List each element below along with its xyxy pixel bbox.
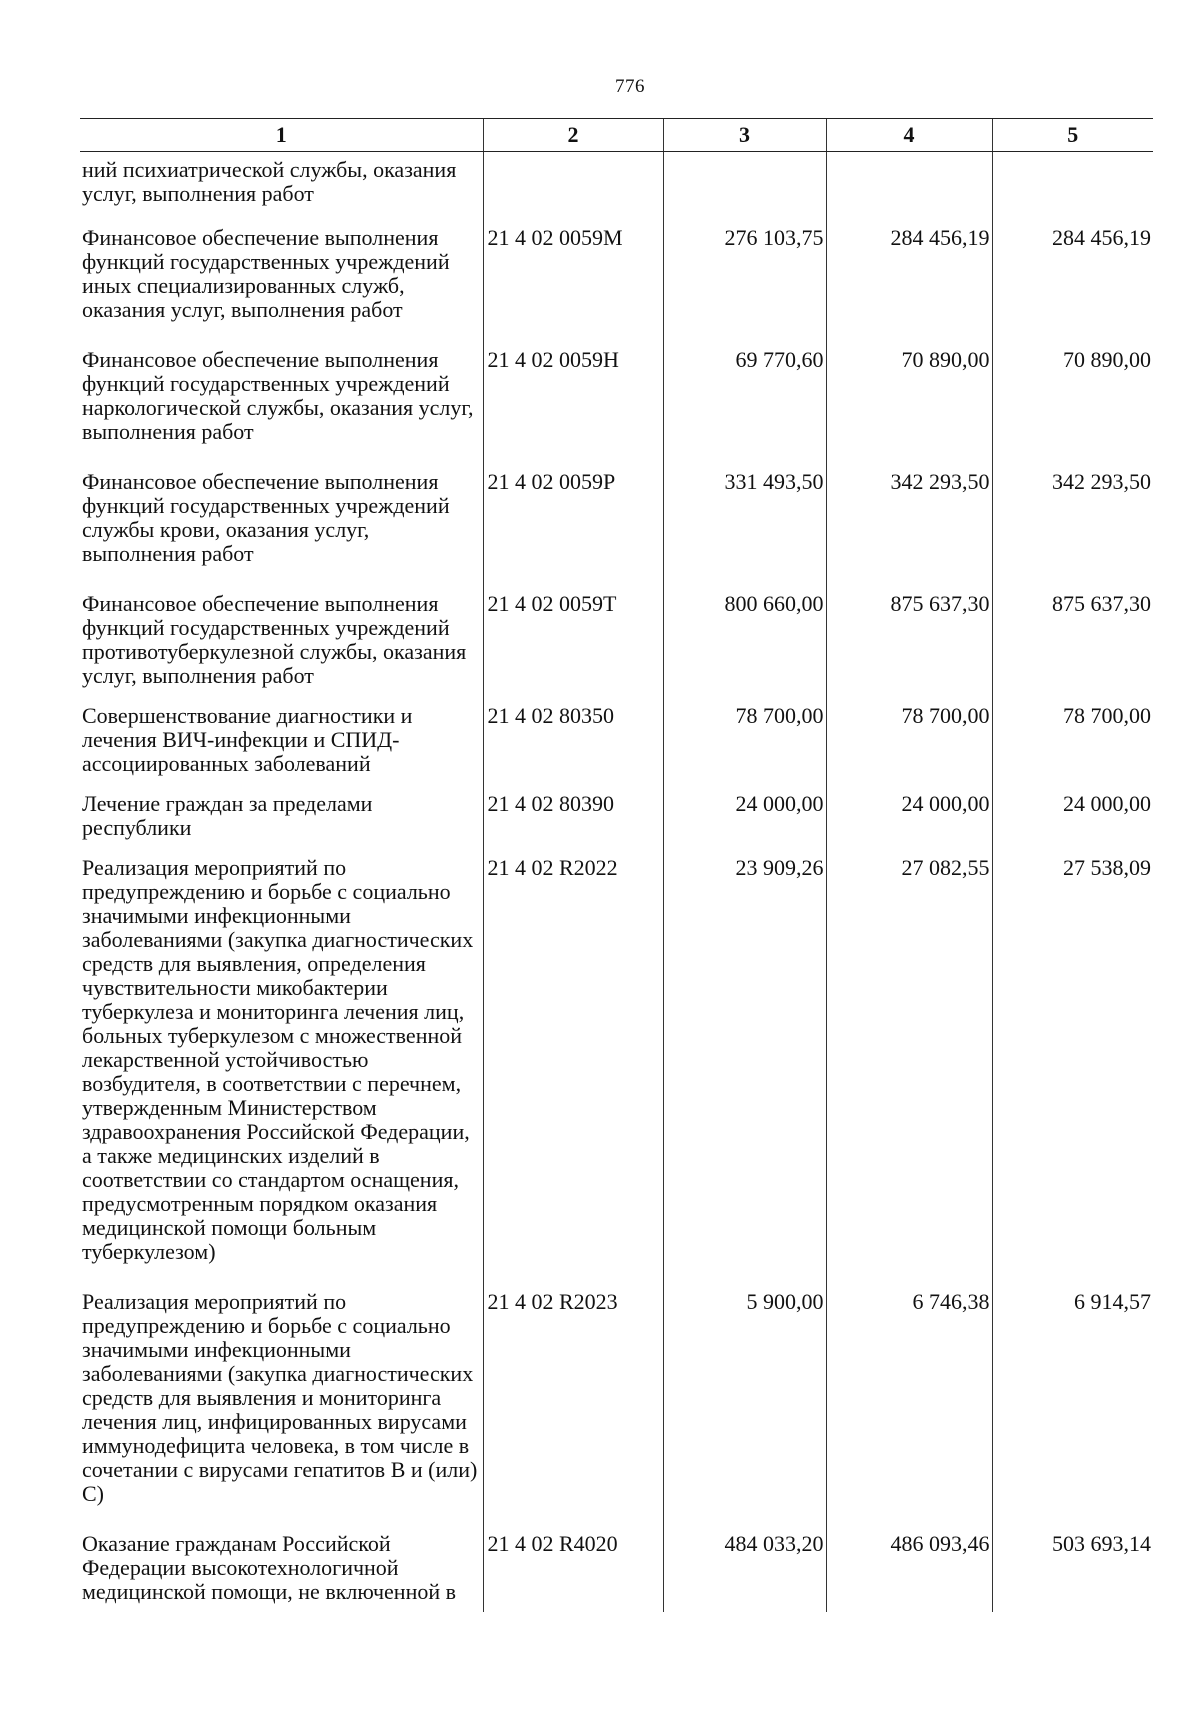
header-row bbox=[80, 119, 1153, 152]
column-header: 3 bbox=[663, 119, 826, 152]
row-code: 21 4 02 R2023 bbox=[483, 1280, 663, 1522]
table-row bbox=[80, 582, 1153, 696]
row-value-4: 342 293,50 bbox=[826, 460, 992, 582]
row-value-4: 27 082,55 bbox=[826, 848, 992, 1280]
row-code: 21 4 02 80390 bbox=[483, 784, 663, 848]
row-value-4: 24 000,00 bbox=[826, 784, 992, 848]
table-row bbox=[80, 784, 1153, 848]
row-value-3: 331 493,50 bbox=[663, 460, 826, 582]
table-row bbox=[80, 460, 1153, 582]
row-value-5: 875 637,30 bbox=[992, 582, 1153, 696]
column-header: 2 bbox=[483, 119, 663, 152]
row-value-3: 23 909,26 bbox=[663, 848, 826, 1280]
budget-table bbox=[80, 118, 1153, 1612]
row-name: Финансовое обеспечение выполнения функций государственных учреждений противотуберкулезной службы, оказания услуг, выполнения работ bbox=[82, 591, 467, 688]
row-value-5: 70 890,00 bbox=[992, 338, 1153, 460]
row-value-3 bbox=[663, 152, 826, 217]
row-value-5: 342 293,50 bbox=[992, 460, 1153, 582]
row-value-5: 284 456,19 bbox=[992, 216, 1153, 338]
row-value-4: 284 456,19 bbox=[826, 216, 992, 338]
row-value-4: 70 890,00 bbox=[826, 338, 992, 460]
row-value-3: 800 660,00 bbox=[663, 582, 826, 696]
row-name: Реализация мероприятий по предупреждению и борьбе с социально значимыми инфекционными заболеваниями (закупка диагностических средств для выявления и мониторинга лечения лиц, инфицированных вирусами иммунодефицита человека, в том числе в сочетании с вирусами гепатитов B и (или) C) bbox=[82, 1289, 478, 1506]
row-name: Финансовое обеспечение выполнения функций государственных учреждений наркологической службы, оказания услуг, выполнения работ bbox=[82, 347, 474, 444]
column-header: 1 bbox=[80, 119, 483, 152]
row-name: Финансовое обеспечение выполнения функций государственных учреждений службы крови, оказания услуг, выполнения работ bbox=[82, 469, 450, 566]
row-value-5: 24 000,00 bbox=[992, 784, 1153, 848]
row-name: ний психиатрической службы, оказания услуг, выполнения работ bbox=[82, 157, 457, 206]
row-value-3: 24 000,00 bbox=[663, 784, 826, 848]
row-code: 21 4 02 R4020 bbox=[483, 1522, 663, 1612]
row-code: 21 4 02 80350 bbox=[483, 696, 663, 784]
column-header: 4 bbox=[826, 119, 992, 152]
table-row bbox=[80, 338, 1153, 460]
row-value-4 bbox=[826, 152, 992, 217]
table-row bbox=[80, 1522, 1153, 1612]
row-value-3: 276 103,75 bbox=[663, 216, 826, 338]
table-row bbox=[80, 216, 1153, 338]
row-value-5 bbox=[992, 152, 1153, 217]
row-value-4: 6 746,38 bbox=[826, 1280, 992, 1522]
row-code: 21 4 02 R2022 bbox=[483, 848, 663, 1280]
table-row bbox=[80, 1280, 1153, 1522]
row-name: Реализация мероприятий по предупреждению и борьбе с социально значимыми инфекционными заболеваниями (закупка диагностических средств для выявления, определения чувствительности микобактерии туберкулеза и мониторинга лечения лиц, больных туберкулезом с множественной лекарственной устойчивостью возбудителя, в соответствии с перечнем, утвержденным Министерством здравоохранения Российской Федерации, а также медицинских изделий в соответствии со стандартом оснащения, предусмотренным порядком оказания медицинской помощи больным туберкулезом) bbox=[82, 855, 474, 1264]
page-number: 776 bbox=[615, 76, 645, 97]
column-header: 5 bbox=[992, 119, 1153, 152]
row-value-3: 5 900,00 bbox=[663, 1280, 826, 1522]
table-row bbox=[80, 152, 1153, 217]
row-code: 21 4 02 0059T bbox=[483, 582, 663, 696]
table-row bbox=[80, 696, 1153, 784]
row-name: Лечение граждан за пределами республики bbox=[82, 791, 373, 840]
row-value-4: 875 637,30 bbox=[826, 582, 992, 696]
row-value-3: 78 700,00 bbox=[663, 696, 826, 784]
row-name: Финансовое обеспечение выполнения функций государственных учреждений иных специализированных служб, оказания услуг, выполнения работ bbox=[82, 225, 450, 322]
table-row bbox=[80, 848, 1153, 1280]
row-code bbox=[483, 152, 663, 217]
row-name: Совершенствование диагностики и лечения ВИЧ-инфекции и СПИД-ассоциированных заболеваний bbox=[82, 703, 413, 776]
row-value-5: 27 538,09 bbox=[992, 848, 1153, 1280]
row-value-5: 503 693,14 bbox=[992, 1522, 1153, 1612]
row-value-4: 486 093,46 bbox=[826, 1522, 992, 1612]
row-code: 21 4 02 0059P bbox=[483, 460, 663, 582]
row-value-3: 484 033,20 bbox=[663, 1522, 826, 1612]
row-code: 21 4 02 0059H bbox=[483, 338, 663, 460]
row-value-5: 78 700,00 bbox=[992, 696, 1153, 784]
row-code: 21 4 02 0059M bbox=[483, 216, 663, 338]
row-name: Оказание гражданам Российской Федерации высокотехнологичной медицинской помощи, не включенной в bbox=[82, 1531, 457, 1604]
row-value-4: 78 700,00 bbox=[826, 696, 992, 784]
row-value-3: 69 770,60 bbox=[663, 338, 826, 460]
row-value-5: 6 914,57 bbox=[992, 1280, 1153, 1522]
